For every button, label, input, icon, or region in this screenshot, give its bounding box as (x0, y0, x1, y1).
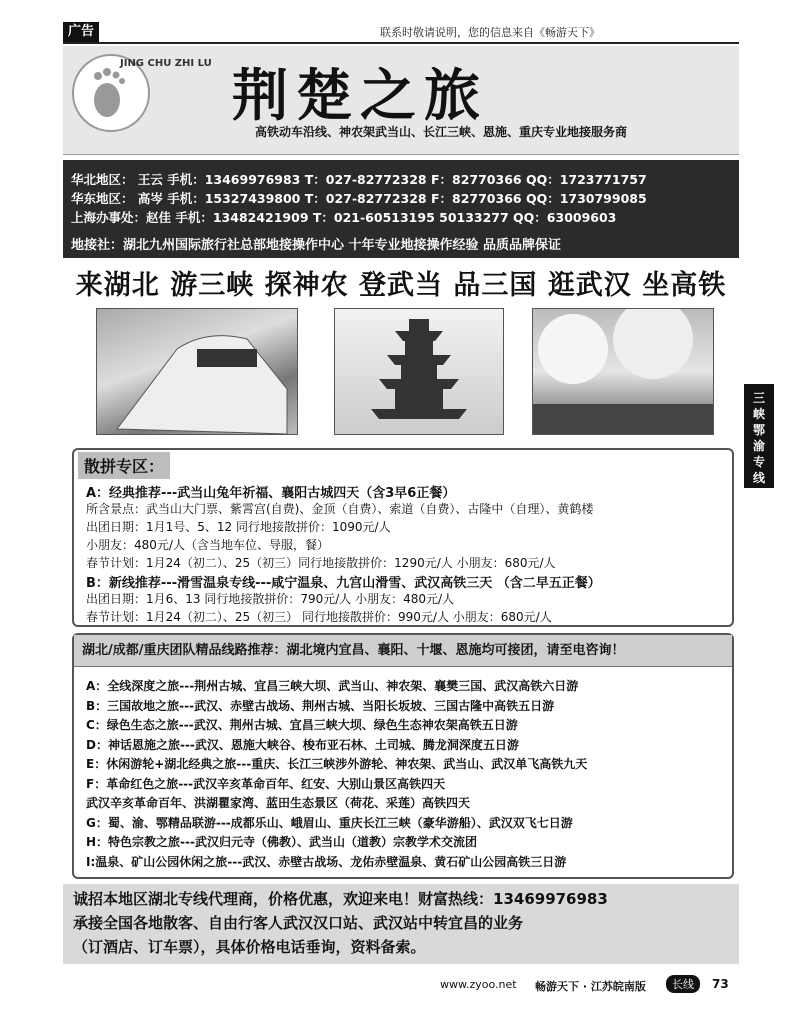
contact-row: 华北地区： 王云 手机：13469976983 T：027-82772328 F：82770366 QQ：1723771757 (71, 172, 647, 187)
team-route-line: F：革命红色之旅---武汉辛亥革命百年、红安、大别山景区高铁四天 (86, 776, 446, 791)
slogan: 来湖北 游三峡 探神农 登武当 品三国 逛武汉 坐高铁 (75, 270, 727, 301)
team-head: 湖北/成都/重庆团队精品线路推荐：湖北境内宜昌、襄阳、十堰、恩施均可接团，请至电咨询！ (74, 635, 732, 667)
team-route-line: E：休闲游轮+湖北经典之旅---重庆、长江三峡涉外游轮、神农架、武当山、武汉单飞高铁九天 (86, 757, 588, 771)
team-route-line: A：全线深度之旅---荆州古城、宜昌三峡大坝、武当山、神农架、襄樊三国、武汉高铁六日游 (86, 679, 579, 693)
contact-row: 华东地区： 高岑 手机：15327439800 T：027-82772328 F：82770366 QQ：1730799085 (71, 191, 647, 206)
footer-pub: 畅游天下 · 江苏皖南版 (535, 980, 646, 993)
bottom-line: （订酒店、订车票），具体价格电话垂询，资料备索。 (73, 938, 426, 956)
side-tab (744, 384, 774, 488)
contact-panel (63, 160, 739, 258)
page-number: 73 (712, 977, 729, 991)
team-route-line: B：三国故地之旅---武汉、赤壁古战场、荆州古城、当阳长坂坡、三国古隆中高铁五日游 (86, 698, 555, 713)
sanpin-line: 所含景点：武当山大门票、紫霄宫(自费)、金顶（自费）、索道（自费）、古隆中（自理）、黄鹤楼 (86, 502, 594, 516)
contact-row: 上海办事处：赵佳 手机：13482421909 T：021-60513195 50133277 QQ：63009603 (71, 210, 617, 225)
team-section (72, 633, 734, 879)
team-route-line: D：神话恩施之旅---武汉、恩施大峡谷、梭布亚石林、土司城、腾龙洞深度五日游 (86, 737, 519, 752)
top-rule (63, 42, 739, 44)
sanpin-line: 小朋友：480元/人（含当地车位、导服，餐） (86, 538, 329, 552)
cherry-blossom-photo (532, 308, 714, 435)
sanpin-line: 春节计划：1月24（初二）、25（初三）同行地接散拼价：1290元/人 小朋友：680元/人 (86, 556, 556, 570)
bottom-line: 诚招本地区湖北专线代理商，价格优惠，欢迎来电！财富热线：13469976983 (73, 890, 608, 908)
sanpin-line: 春节计划：1月24（初二）、25（初三） 同行地接散拼价：990元/人 小朋友：680元/人 (86, 610, 552, 624)
sanpin-line: 出团日期：1月6、13 同行地接散拼价：790元/人 小朋友：480元/人 (86, 592, 455, 606)
team-route-line: I:温泉、矿山公园休闲之旅---武汉、赤壁古战场、龙佑赤壁温泉、黄石矿山公园高铁三日游 (86, 854, 567, 869)
team-route-line: G：蜀、渝、鄂精品联游---成都乐山、峨眉山、重庆长江三峡（豪华游船）、武汉双飞七日游 (86, 815, 573, 830)
sanpin-section (72, 448, 734, 627)
top-note: 联系时敬请说明，您的信息来自《畅游天下》 (380, 26, 600, 39)
bottom-banner (63, 884, 739, 964)
page-title: 荆楚之旅 (232, 63, 488, 129)
sanpin-line: A：经典推荐---武当山兔年祈福、襄阳古城四天（含3早6正餐） (86, 486, 456, 501)
bottom-line: 承接全国各地散客、自由行客人武汉汉口站、武汉站中转宜昌的业务 (73, 914, 524, 932)
train-photo (96, 308, 298, 435)
sanpin-line: 出团日期：1月1号、5、12 同行地接散拼价：1090元/人 (86, 520, 391, 534)
footer-site: www.zyoo.net (440, 978, 517, 991)
logo-text: JING CHU ZHI LU (120, 58, 212, 69)
sanpin-line: B：新线推荐---滑雪温泉专线---咸宁温泉、九宫山滑雪、武汉高铁三天 （含二早五正餐） (86, 576, 601, 591)
footer-badge: 长线 (666, 975, 700, 993)
team-route-line: H：特色宗教之旅---武汉归元寺（佛教）、武当山（道教）宗教学术交流团 (86, 835, 477, 849)
team-route-line: C：绿色生态之旅---武汉、荆州古城、宜昌三峡大坝、绿色生态神农架高铁五日游 (86, 718, 518, 732)
ad-tag: 广告 (63, 22, 99, 42)
sanpin-title: 散拼专区： (78, 452, 170, 479)
agency-note: 地接社：湖北九州国际旅行社总部地接操作中心 十年专业地接操作经验 品质品牌保证 (71, 238, 562, 253)
side-tab-label: 三峡鄂渝专线 (752, 391, 765, 485)
subtitle: 高铁动车沿线、神农架武当山、长江三峡、恩施、重庆专业地接服务商 (255, 125, 628, 139)
team-route-line: 武汉辛亥革命百年、洪湖瞿家湾、蓝田生态景区（荷花、采莲）高铁四天 (86, 796, 471, 810)
pagoda-photo (334, 308, 504, 435)
